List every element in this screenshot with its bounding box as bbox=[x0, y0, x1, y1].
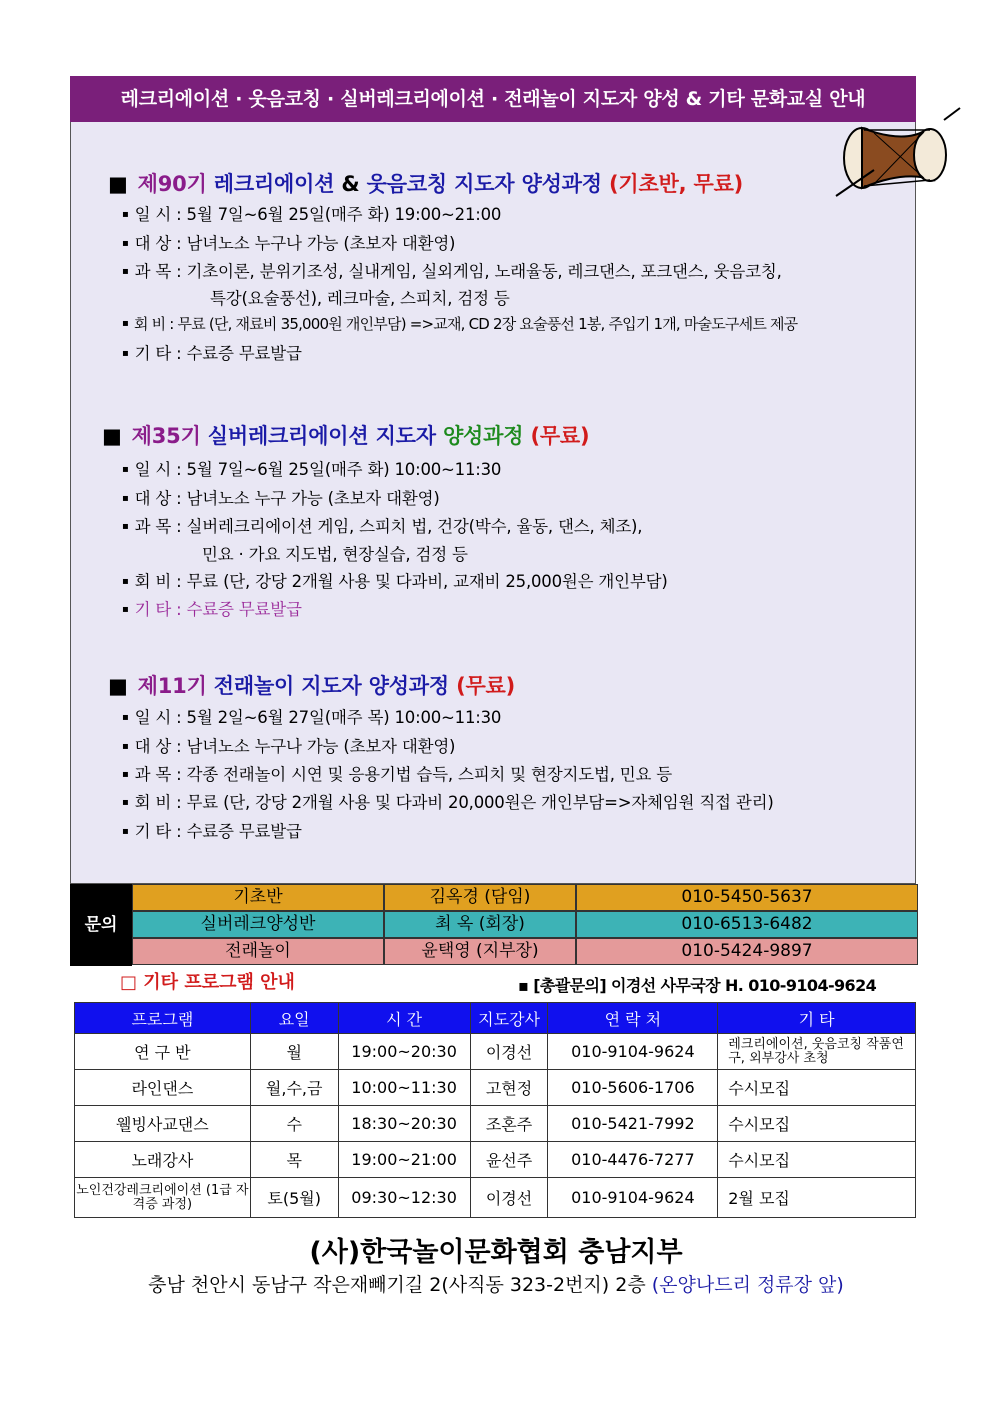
course-35-fee: ▪ 회 비 : 무료 (단, 강당 2개월 사용 및 다과비, 교재비 25,000원은 개인부담) bbox=[122, 572, 668, 591]
bullet-icon: ▪ bbox=[122, 209, 129, 220]
bullet-icon: ▪ bbox=[122, 318, 128, 329]
bullet-icon: ▪ bbox=[122, 741, 129, 752]
course-35-schedule: ▪ 일 시 : 5월 7일~6월 25일(매주 화) 10:00~11:30 bbox=[122, 460, 502, 479]
bullet-icon: ▪ bbox=[122, 604, 129, 615]
course-11-subjects: ▪ 과 목 : 각종 전래놀이 시연 및 응용기법 습득, 스피치 및 현장지도법, 민요 등 bbox=[122, 765, 673, 784]
bullet-icon: ▪ bbox=[122, 769, 129, 780]
table-header-row: 프로그램 요일 시 간 지도강사 연 락 처 기 타 bbox=[75, 1003, 916, 1034]
bullet-icon: ▪ bbox=[122, 797, 129, 808]
bullet-icon: ▪ bbox=[122, 826, 129, 837]
general-inquiry: ▪ [총괄문의] 이경선 사무국장 H. 010-9104-9624 bbox=[518, 976, 877, 995]
bullet-icon: ▪ bbox=[122, 521, 129, 532]
bullet-icon: ▪ bbox=[122, 576, 129, 587]
course-90-schedule: ▪ 일 시 : 5월 7일~6월 25일(매주 화) 19:00~21:00 bbox=[122, 205, 502, 224]
course-90-etc: ▪ 기 타 : 수료증 무료발급 bbox=[122, 344, 302, 363]
course-35-subjects: ▪ 과 목 : 실버레크리에이션 게임, 스피치 법, 건강(박수, 율동, 댄스, 체조), bbox=[122, 517, 643, 536]
organization-name: (사)한국놀이문화협회 충남지부 bbox=[309, 1237, 683, 1268]
bullet-icon: ▪ bbox=[122, 493, 129, 504]
bullet-icon: ▪ bbox=[122, 348, 129, 359]
course-35-subjects-cont: 민요 · 가요 지도법, 현장실습, 검정 등 bbox=[202, 545, 468, 564]
course-90-target: ▪ 대 상 : 남녀노소 누구나 가능 (초보자 대환영) bbox=[122, 234, 456, 253]
bullet-icon: ▪ bbox=[122, 238, 129, 249]
course-11-fee: ▪ 회 비 : 무료 (단, 강당 2개월 사용 및 다과비 20,000원은 개인부담=>자체임원 직접 관리) bbox=[122, 793, 774, 812]
table-row: 연 구 반 월 19:00~20:30 이경선 010-9104-9624 레크리에이션, 웃음코칭 작품연구, 외부강사 초청 bbox=[75, 1034, 916, 1070]
address: 충남 천안시 동남구 작은재빼기길 2(사직동 323-2번지) 2층 (온양나드리 정류장 앞) bbox=[148, 1274, 844, 1296]
course-90-title: ■ 제90기 레크리에이션 & 웃음코칭 지도자 양성과정 (기초반, 무료) bbox=[108, 172, 744, 196]
table-row: 라인댄스 월,수,금 10:00~11:30 고현정 010-5606-1706 수시모집 bbox=[75, 1070, 916, 1106]
course-90-subjects-cont: 특강(요술풍선), 레크마술, 스피치, 검정 등 bbox=[210, 289, 510, 308]
bullet-icon: ▪ bbox=[122, 464, 129, 475]
course-90-fee: ▪ 회 비 : 무료 (단, 재료비 35,000원 개인부담) =>교재, CD 2장 요술풍선 1봉, 주입기 1개, 마술도구세트 제공 bbox=[122, 315, 798, 333]
course-11-title: ■ 제11기 전래놀이 지도자 양성과정 (무료) bbox=[108, 674, 516, 698]
contact-table bbox=[70, 884, 918, 966]
course-11-target: ▪ 대 상 : 남녀노소 누구나 가능 (초보자 대환영) bbox=[122, 737, 456, 756]
other-programs-heading: □ 기타 프로그램 안내 bbox=[120, 972, 295, 993]
course-90-subjects: ▪ 과 목 : 기초이론, 분위기조성, 실내게임, 실외게임, 노래율동, 레크댄스, 포크댄스, 웃음코칭, bbox=[122, 262, 782, 281]
square-bullet-icon: ■ bbox=[108, 172, 128, 196]
course-11-schedule: ▪ 일 시 : 5월 2일~6월 27일(매주 목) 10:00~11:30 bbox=[122, 708, 502, 727]
table-row: 노래강사 목 19:00~21:00 윤선주 010-4476-7277 수시모집 bbox=[75, 1142, 916, 1178]
page-title: 레크리에이션 · 웃음코칭 · 실버레크리에이션 · 전래놀이 지도자 양성 & 기타 문화교실 안내 bbox=[70, 76, 916, 122]
contact-row: 실버레크양성반 최 옥 (회장) 010-6513-6482 bbox=[132, 911, 918, 938]
course-35-etc: ▪ 기 타 : 수료증 무료발급 bbox=[122, 600, 302, 619]
course-35-target: ▪ 대 상 : 남녀노소 누구 가능 (초보자 대환영) bbox=[122, 489, 440, 508]
program-table bbox=[74, 1002, 916, 1218]
contact-row: 기초반 김옥경 (담임) 010-5450-5637 bbox=[132, 884, 918, 911]
square-bullet-icon: ■ bbox=[108, 674, 128, 698]
course-11-etc: ▪ 기 타 : 수료증 무료발급 bbox=[122, 822, 302, 841]
bullet-icon: ▪ bbox=[122, 712, 129, 723]
table-row: 노인건강레크리에이션 (1급 자격증 과정) 토(5월) 09:30~12:30 이경선 010-9104-9624 2월 모집 bbox=[75, 1178, 916, 1218]
bullet-icon: ▪ bbox=[122, 266, 129, 277]
course-35-title: ■ 제35기 실버레크리에이션 지도자 양성과정 (무료) bbox=[102, 424, 590, 448]
drum-icon bbox=[834, 100, 964, 210]
table-row: 웰빙사교댄스 수 18:30~20:30 조혼주 010-5421-7992 수시모집 bbox=[75, 1106, 916, 1142]
square-bullet-icon: ■ bbox=[102, 424, 122, 448]
contact-row: 전래놀이 윤택영 (지부장) 010-5424-9897 bbox=[132, 938, 918, 965]
contact-label: 문의 bbox=[70, 884, 132, 966]
